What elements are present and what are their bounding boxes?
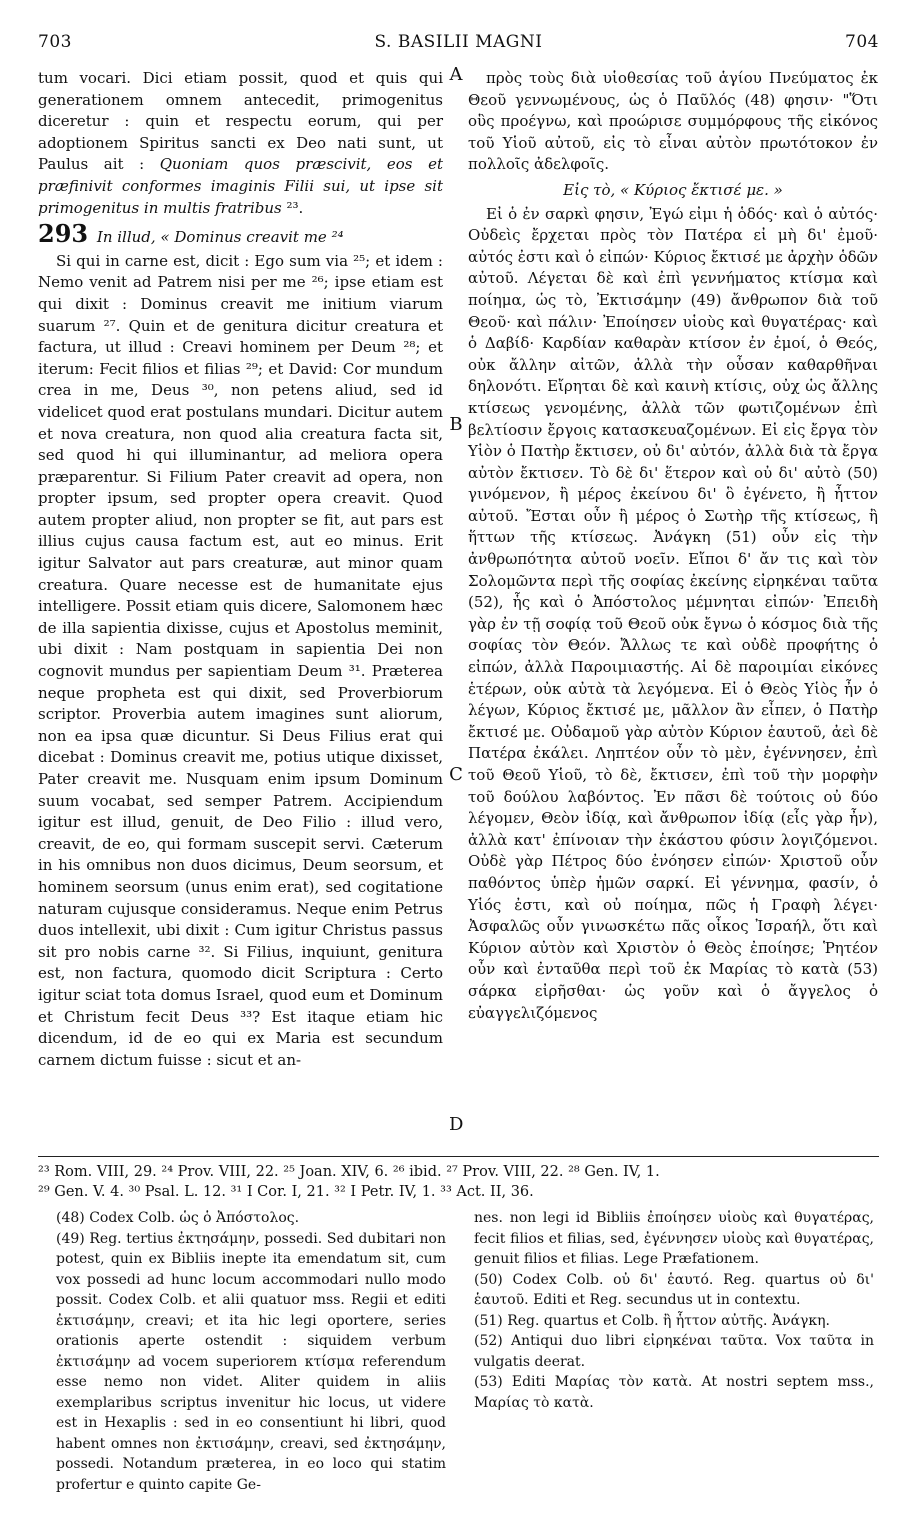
margin-marker-a: A: [449, 64, 463, 85]
running-title: S. BASILII MAGNI: [374, 32, 543, 52]
footnote-rule: [38, 1156, 879, 1157]
latin-paragraph-2: Si qui in carne est, dicit : Ego sum via ²⁵; et idem : Nemo venit ad Patrem nisi per me ²⁶; ipse etiam est qui dixit : Dominus creavit me initium viarum suarum ²⁷. Quin et de genitura dicitur creatura et factura, ut illud : Creavi hominem per Deum ²⁸; et iterum: Fecit filios et filias ²⁹; et David: Cor mundum crea in me, Deus ³⁰, non petens aliud, sed id videlicet quod erat postulans mundari. Dicitur autem et nova creatura, non quod alia creatura facta sit, sed quod hi qui illuminantur, ad meliora opera præparentur. Si Filium Pater creavit ad opera, non propter ipsum, sed propter opera creavit. Quod autem propter aliud, non propter se fit, aut pars est illius cujus causa factum est, aut eo minus. Erit igitur Salvator aut pars creaturæ, aut minor quam creatura. Quare necesse est de humanitate ejus intelligere. Possit etiam quis dicere, Salomonem hæc de illa sapientia dixisse, cujus et Apostolus meminit, ubi dixit : Nam postquam in sapientia Dei non cognovit mundus per sapientiam Deum ³¹. Præterea neque propheta est qui dixit, sed Proverbiorum scriptor. Proverbia autem imagines sunt aliorum, non ea ipsa quæ dicuntur. Si Deus Filius erat qui dicebat : Dominus creavit me, potius utique dixisset, Pater creavit me. Nusquam enim ipsum Dominum suum vocabat, sed semper Patrem. Accipiendum igitur est illud, genuit, de Deo Filio : illud vero, creavit, de eo, qui formam suscepit servi. Cæterum in his omnibus non duos dicimus, Deum seorsum, et hominem seorsum (unus enim erat), sed cogitatione naturam cujusque consideramus. Neque enim Petrus duos intellexit, ubi dixit : Cum igitur Christus passus sit pro nobis carne ³². Si Filius, inquiunt, genitura est, non factura, quomodo dicit Scriptura : Certo igitur sciat tota domus Israel, quod eum et Dominum et Christum fecit Deus ³³? Est itaque etiam hic dicendum, id de eo qui ex Maria est secundum carnem dictum fuisse : sicut et an-: [38, 251, 443, 1069]
note-49: (49) Reg. tertius ἐκτησάμην, possedi. Sed dubitari non potest, quin ex Bibliis inepte ita emendatum sit, cum vox possedi ad hunc locum accommodari nullo modo possit. Codex Colb. et alii quatuor mss. Regii et editi ἐκτισάμην, creavi; et ita hic legi oportere, series orationis aperte ostendit : siquidem verbum ἐκτισάμην ad vocem superiorem κτίσμα referendum esse nemo non videt. Aliter quidem in aliis exemplaribus scriptus invenitur hic locus, ut videre est in Hexaplis : sed in eo consentiunt hi libri, quod habent omnes non ἐκτισάμην, creavi, sed ἐκτησάμην, possedi. Notandum præterea, in eo loco qui statim profertur e quinto capite Ge-: [56, 1230, 446, 1493]
latin-section-heading: [38, 219, 443, 249]
margin-marker-c: C: [449, 764, 463, 785]
latin-p1-quote: Quoniam quos præscivit, eos et præfinivit conformes imaginis Filii sui, ut ipse sit primogenitus in multis fratribus: [38, 155, 443, 217]
greek-column: [468, 68, 878, 1024]
latin-p1-ref: ²³.: [281, 198, 304, 217]
note-50: (50) Codex Colb. οὐ δι' ἑαυτό. Reg. quartus οὐ δι' ἑαυτοῦ. Editi et Reg. secundus ut in contextu.: [474, 1271, 874, 1308]
latin-section-title: In illud, « Dominus creavit me ²⁴: [96, 228, 344, 247]
page-header: [38, 32, 879, 56]
note-48: (48) Codex Colb. ὡς ὁ Ἀπόστολος.: [56, 1210, 300, 1226]
greek-paragraph-1: πρὸς τοὺς διὰ υἱοθεσίας τοῦ ἁγίου Πνεύματος ἐκ Θεοῦ γεννωμένους, ὡς ὁ Παῦλός (48) φησιν· "Ὅτι οὓς προέγνω, καὶ προώρισε συμμόρφους τῆς εἰκόνος τοῦ Υἱοῦ αὐτοῦ, εἰς τὸ εἶναι αὐτὸν πρωτότοκον ἐν πολλοῖς ἀδελφοῖς.: [468, 69, 878, 174]
margin-marker-b: B: [449, 414, 463, 435]
note-52: (52) Antiqui duo libri εἰρηκέναι ταῦτα. Vox ταῦτα in vulgatis deerat.: [474, 1333, 874, 1370]
latin-p1-text: tum vocari. Dici etiam possit, quod et quis qui generationem omnem antecedit, primogenitus diceretur : quin et respectu eorum, qui per adoptionem Spiritus sancti ex Deo nati sunt, ut Paulus ait :: [38, 69, 443, 174]
page-number-right: 704: [845, 32, 879, 52]
note-53: (53) Editi Μαρίας τὸν κατὰ. At nostri septem mss., Μαρίας τὸ κατὰ.: [474, 1374, 874, 1411]
margin-marker-d: D: [449, 1114, 464, 1135]
editorial-notes-left: [56, 1208, 446, 1495]
page-number-left: 703: [38, 32, 72, 52]
section-number: 293: [38, 219, 89, 249]
editorial-notes-right: [474, 1208, 874, 1413]
note-49-continued: nes. non legi id Bibliis ἐποίησεν υἱοὺς καὶ θυγατέρας, fecit filios et filias, sed, ἐγέννησεν υἱοὺς καὶ θυγατέρας, genuit filios et filias. Lege Præfationem.: [474, 1210, 874, 1267]
footnote-line-1: ²³ Rom. VIII, 29. ²⁴ Prov. VIII, 22. ²⁵ Joan. XIV, 6. ²⁶ ibid. ²⁷ Prov. VIII, 22. ²⁸ Gen. IV, 1.: [38, 1164, 660, 1180]
greek-paragraph-2: Εἰ ὁ ἐν σαρκὶ φησιν, Ἐγώ εἰμι ἡ ὁδός· καὶ ὁ αὐτός· Οὐδεὶς ἔρχεται πρὸς τὸν Πατέρα εἰ μὴ δι' ἐμοῦ· αὐτός ἐστι καὶ ὁ εἰπών· Κύριος ἔκτισέ με ἀρχὴν ὁδῶν αὐτοῦ. Λέγεται δὲ καὶ ἐπὶ γεννήματος κτίσμα καὶ ποίημα, ὡς τὸ, Ἐκτισάμην (49) ἄνθρωπον διὰ τοῦ Θεοῦ· καὶ πάλιν· Ἐποίησεν υἱοὺς καὶ θυγατέρας· καὶ ὁ Δαβίδ· Καρδίαν καθαρὰν κτίσον ἐν ἐμοί, ὁ Θεός, οὐκ ἄλλην αἰτῶν, ἀλλὰ τὴν οὖσαν καθαρθῆναι δηλονότι. Εἴρηται δὲ καὶ καινὴ κτίσις, οὐχ ὡς ἄλλης κτίσεως γενομένης, ἀλλὰ τῶν φωτιζομένων ἐπὶ βελτίοσιν ἔργοις κατασκευαζομένων. Εἰ εἰς ἔργα τὸν Υἱὸν ὁ Πατὴρ ἔκτισεν, οὐ δι' αὐτόν, ἀλλὰ διὰ τὰ ἔργα αὐτὸν ἔκτισεν. Τὸ δὲ δι' ἕτερον καὶ οὐ δι' αὐτὸ (50) γινόμενον, ἢ μέρος ἐκείνου δι' ὃ ἐγένετο, ἢ ἧττον αὐτοῦ. Ἔσται οὖν ἢ μέρος ὁ Σωτὴρ τῆς κτίσεως, ἢ ἥττων τῆς κτίσεως. Ἀνάγκη (51) οὖν εἰς τὴν ἀνθρωπότητα αὐτοῦ νοεῖν. Εἴποι δ' ἄν τις καὶ τὸν Σολομῶντα περὶ τῆς σοφίας ἐκείνης εἰρηκέναι ταῦτα (52), ἧς καὶ ὁ Ἀπόστολος μέμνηται εἰπών· Ἐπειδὴ γὰρ ἐν τῇ σοφίᾳ τοῦ Θεοῦ οὐκ ἔγνω ὁ κόσμος διὰ τῆς σοφίας τὸν Θεόν. Ἄλλως τε καὶ οὐδὲ προφήτης ὁ εἰπών, ἀλλὰ Παροιμιαστής. Αἱ δὲ παροιμίαι εἰκόνες ἑτέρων, οὐκ αὐτὰ τὰ λεγόμενα. Εἰ ὁ Θεὸς Υἱὸς ἦν ὁ λέγων, Κύριος ἔκτισέ με, μᾶλλον ἂν εἶπεν, ὁ Πατὴρ ἔκτισέ με. Οὐδαμοῦ γὰρ αὐτὸν Κύριον ἑαυτοῦ, ἀεὶ δὲ Πατέρα ἐκάλει. Ληπτέον οὖν τὸ μὲν, ἐγέννησεν, ἐπὶ τοῦ Θεοῦ Υἱοῦ, τὸ δὲ, ἔκτισεν, ἐπὶ τοῦ τὴν μορφὴν τοῦ δούλου λαβόντος. Ἐν πᾶσι δὲ τούτοις οὐ δύο λέγομεν, Θεὸν ἰδίᾳ, καὶ ἄνθρωπον ἰδίᾳ (εἷς γὰρ ἦν), ἀλλὰ κατ' ἐπίνοιαν τὴν ἑκάστου φύσιν λογιζόμενοι. Οὐδὲ γὰρ Πέτρος δύο ἐνόησεν εἰπών· Χριστοῦ οὖν παθόντος ὑπὲρ ἡμῶν σαρκί. Εἰ γέννημα, φασίν, ὁ Υἱός ἐστι, καὶ οὐ ποίημα, πῶς ἡ Γραφὴ λέγει· Ἀσφαλῶς οὖν γινωσκέτω πᾶς οἶκος Ἰσραήλ, ὅτι καὶ Κύριον αὐτὸν καὶ Χριστὸν ὁ Θεὸς ἐποίησε; Ῥητέον οὖν καὶ ἐνταῦθα περὶ τοῦ ἐκ Μαρίας τὸ κατὰ (53) σάρκα εἰρῆσθαι· ὡς γοῦν καὶ ὁ ἄγγελος ὁ εὐαγγελιζόμενος: [468, 204, 878, 1022]
greek-section-heading: Εἰς τὸ, « Κύριος ἔκτισέ με. »: [563, 180, 783, 199]
note-51: (51) Reg. quartus et Colb. ἢ ἧττον αὐτῆς. Ἀνάγκη.: [474, 1312, 830, 1329]
footnote-line-2: ²⁹ Gen. V. 4. ³⁰ Psal. L. 12. ³¹ I Cor. I, 21. ³² I Petr. IV, 1. ³³ Act. II, 36.: [38, 1184, 534, 1200]
latin-paragraph-1: [38, 68, 443, 219]
scripture-footnotes: [38, 1162, 879, 1202]
latin-column: [38, 68, 443, 1071]
